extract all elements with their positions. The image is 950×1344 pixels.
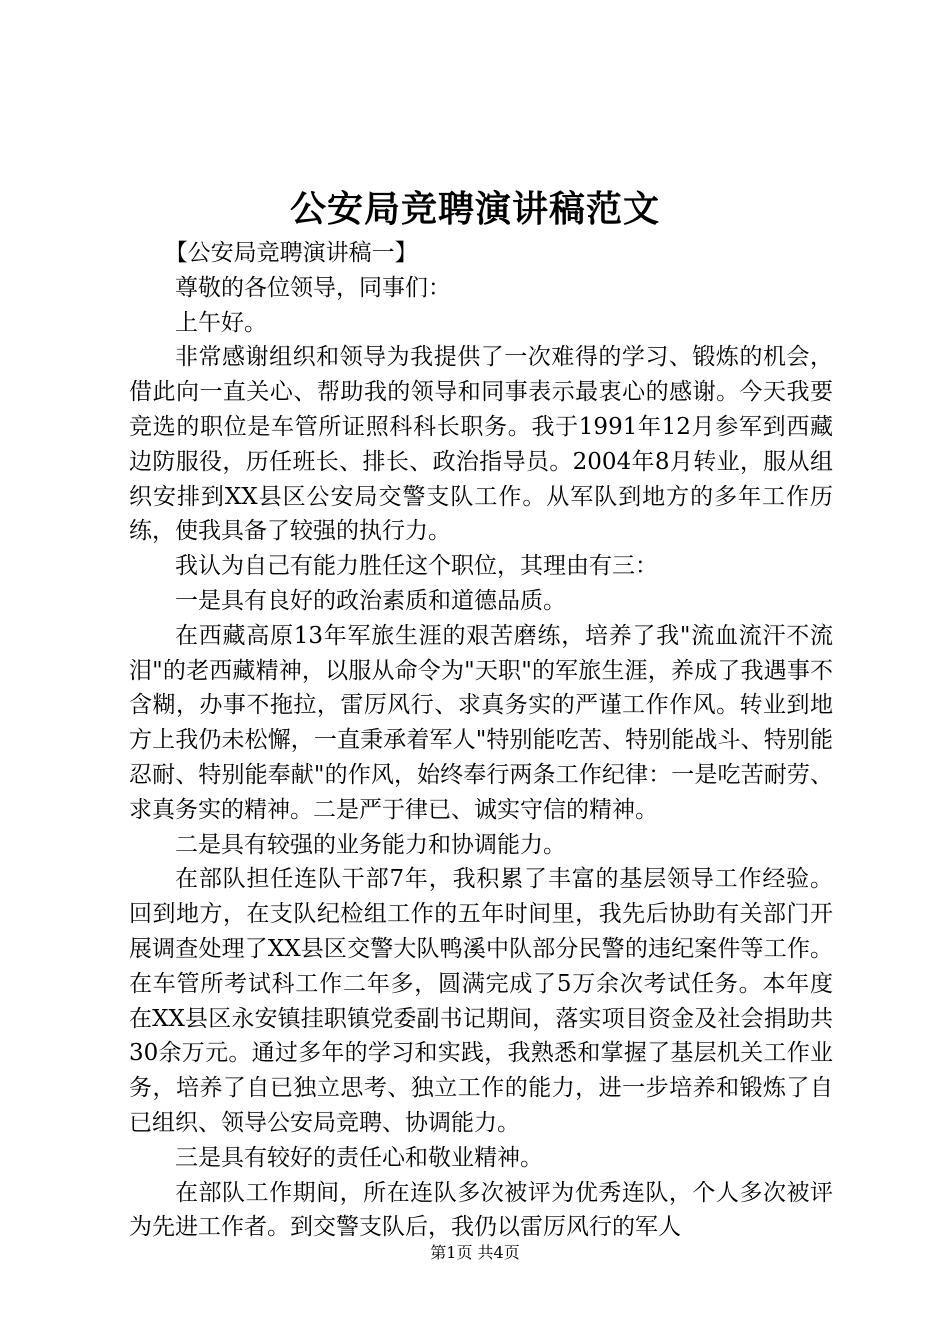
paragraph-intro: 非常感谢组织和领导为我提供了一次难得的学习、锻炼的机会，借此向一直关心、帮助我的领导和同事表示最衷心的感谢。今天我要竞选的职位是车管所证照科科长职务。我于1991年12月参军到西藏边防服役，历任班长、排长、政治指导员。2004年8月转业，服从组织安排到XX县区公安局交警支队工作。从军队到地方的多年工作历练，使我具备了较强的执行力。 <box>129 344 833 545</box>
document-title: 公安局竞聘演讲稿范文 <box>289 188 660 230</box>
document-body <box>129 236 833 1245</box>
greeting: 上午好。 <box>175 309 267 336</box>
point-two-heading: 二是具有较强的业务能力和协调能力。 <box>175 831 566 858</box>
point-three-body: 在部队工作期间，所在连队多次被评为优秀连队，个人多次被评为先进工作者。到交警支队后，我仍以雷厉风行的军人 <box>129 1179 833 1241</box>
salutation: 尊敬的各位领导，同事们： <box>175 274 451 301</box>
point-three-heading: 三是具有较好的责任心和敬业精神。 <box>175 1144 543 1171</box>
section-heading: 【公安局竞聘演讲稿一】 <box>164 240 418 266</box>
paragraph-reasons: 我认为自己有能力胜任这个职位，其理由有三： <box>175 553 658 580</box>
point-one-body: 在西藏高原13年军旅生涯的艰苦磨练，培养了我"流血流汗不流泪"的老西藏精神，以服从命令为"天职"的军旅生涯，养成了我遇事不含糊，办事不拖拉，雷厉风行、求真务实的严谨工作作风。转业到地方上我仍未松懈，一直秉承着军人"特别能吃苦、特别能战斗、特别能忍耐、特别能奉献"的作风，始终奉行两条工作纪律：一是吃苦耐劳、求真务实的精神。二是严于律已、诚实守信的精神。 <box>129 622 833 823</box>
page-number-footer: 第1页 共4页 <box>430 1243 520 1262</box>
point-two-body: 在部队担任连队干部7年，我积累了丰富的基层领导工作经验。回到地方，在支队纪检组工作的五年时间里，我先后协助有关部门开展调查处理了XX县区交警大队鸭溪中队部分民警的违纪案件等工作。在车管所考试科工作二年多，圆满完成了5万余次考试任务。本年度在XX县区永安镇挂职镇党委副书记期间，落实项目资金及社会捐助共30余万元。通过多年的学习和实践，我熟悉和掌握了基层机关工作业务，培养了自已独立思考、独立工作的能力，进一步培养和锻炼了自已组织、领导公安局竞聘、协调能力。 <box>129 866 833 1136</box>
point-one-heading: 一是具有良好的政治素质和道德品质。 <box>175 587 566 614</box>
